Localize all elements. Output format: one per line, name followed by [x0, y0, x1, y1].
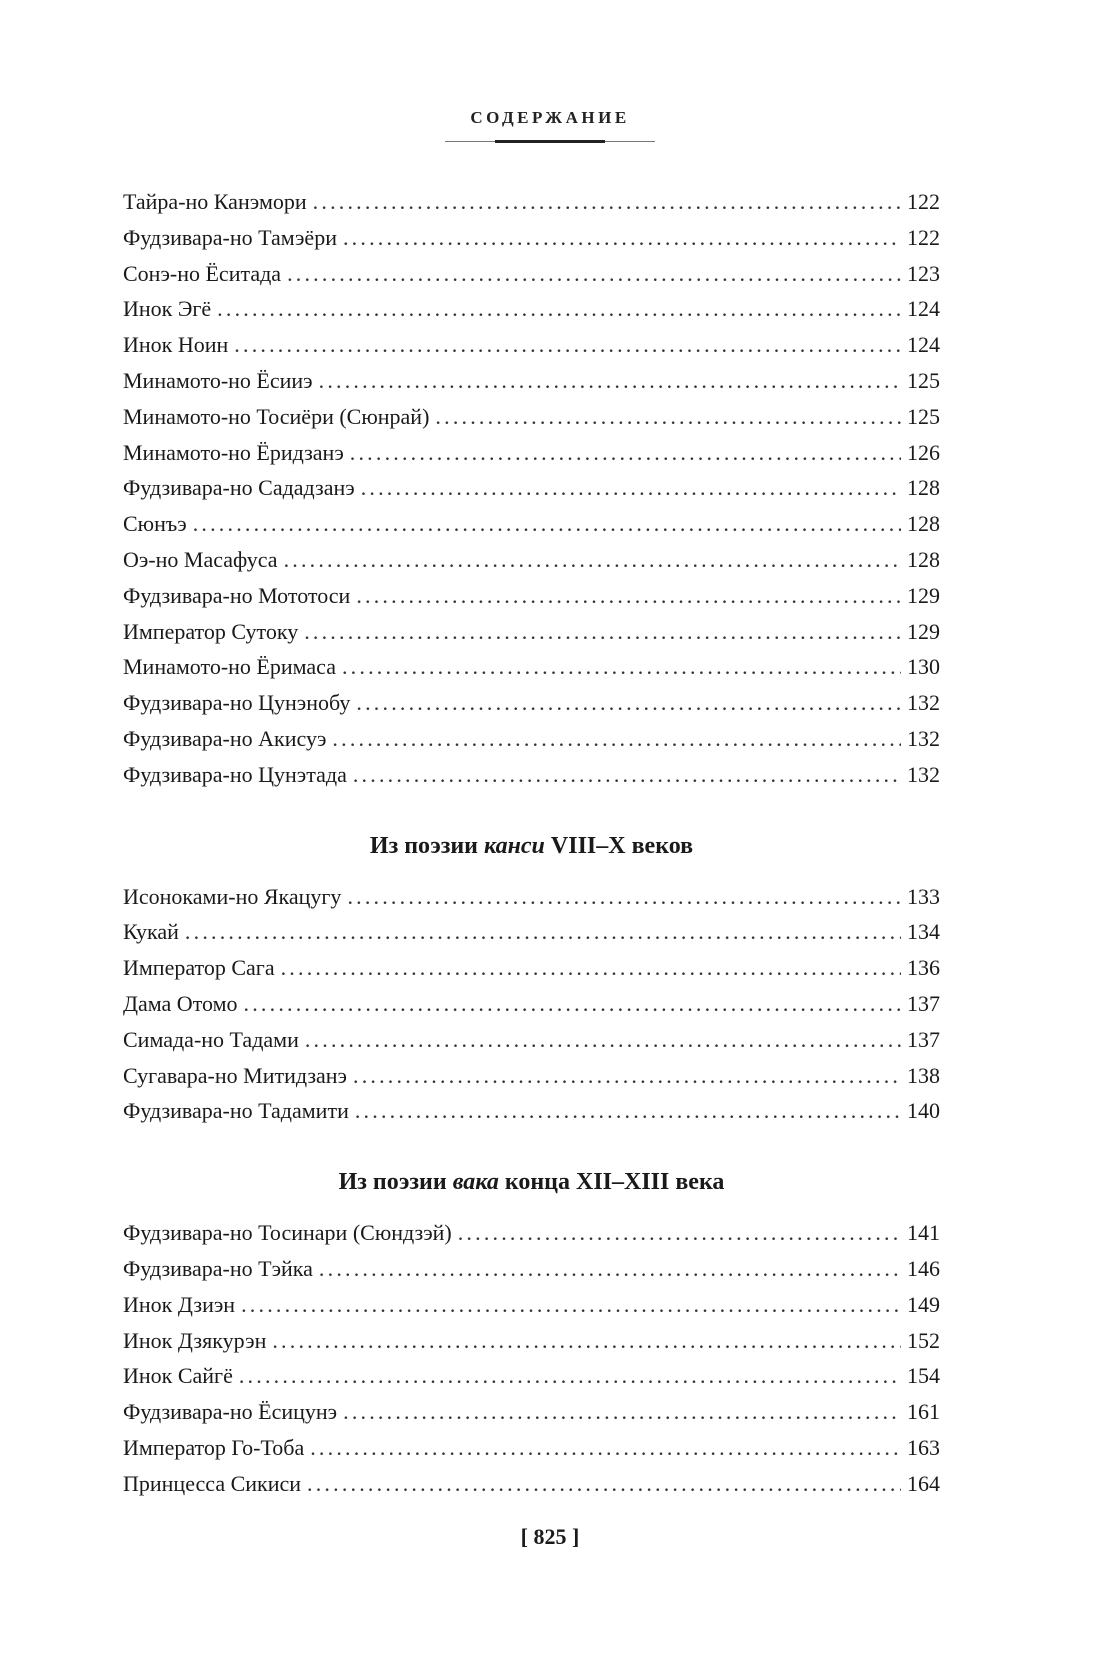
dot-leader: [305, 1022, 901, 1058]
toc-entry-page: 128: [907, 546, 940, 572]
dot-leader: [347, 879, 901, 915]
section-heading-genre: канси: [484, 832, 545, 859]
toc-entry-page: 133: [907, 883, 940, 909]
toc-entry-author: Инок Сайгё: [123, 1363, 233, 1389]
toc-entry-page: 123: [907, 260, 940, 286]
toc-entry: [123, 1394, 940, 1430]
toc-entry: [123, 649, 940, 685]
toc-entry-author: Император Го-Тоба: [123, 1434, 305, 1460]
toc-entry-page: 137: [907, 990, 940, 1016]
dot-leader: [313, 184, 901, 220]
toc-entry-author: Минамото-но Тосиёри (Сюнрай): [123, 403, 430, 429]
toc-entry: [123, 506, 940, 542]
toc-entry-page: 161: [907, 1399, 940, 1425]
toc-entry: [123, 220, 940, 256]
toc-entry: [123, 1323, 940, 1359]
toc-entry-page: 136: [907, 955, 940, 981]
toc-entry-author: Фудзивара-но Тамэёри: [123, 224, 337, 250]
toc-entry-page: 164: [907, 1470, 940, 1496]
toc-entry-page: 122: [907, 224, 940, 250]
dot-leader: [356, 578, 901, 614]
dot-leader: [234, 327, 901, 363]
dot-leader: [342, 649, 901, 685]
dot-leader: [185, 914, 901, 950]
toc-entry: [123, 1430, 940, 1466]
section-heading-prefix: Из поэзии: [369, 832, 485, 859]
dot-leader: [356, 685, 901, 721]
toc-entry: [123, 327, 940, 363]
toc-entry-page: 125: [907, 367, 940, 393]
toc-section: [123, 1215, 940, 1501]
toc-entry: [123, 685, 940, 721]
toc-entry: [123, 542, 940, 578]
section-heading: [123, 828, 940, 864]
toc-entry-author: Фудзивара-но Мототоси: [123, 582, 351, 608]
dot-leader: [355, 1093, 901, 1129]
toc-entry-author: Минамото-но Ёсииэ: [123, 367, 313, 393]
toc-entry-page: 128: [907, 511, 940, 537]
toc-entry-author: Инок Дзякурэн: [123, 1327, 267, 1353]
toc-entry-author: Фудзивара-но Цунэнобу: [123, 690, 351, 716]
toc-entry-author: Фудзивара-но Цунэтада: [123, 761, 347, 787]
section-heading-suffix: VIII–X веков: [544, 832, 694, 859]
dot-leader: [281, 950, 901, 986]
toc-entry-page: 134: [907, 919, 940, 945]
section-heading-genre: вака: [452, 1169, 499, 1196]
toc-entry-page: 122: [907, 189, 940, 214]
toc-entry-page: 130: [907, 654, 940, 680]
toc-section: [123, 184, 940, 793]
toc-entry: [123, 614, 940, 650]
toc-entry-page: 149: [907, 1291, 940, 1317]
toc-entry-author: Инок Дзиэн: [123, 1291, 236, 1317]
toc-entry-page: 152: [907, 1327, 940, 1353]
toc-entry-page: 125: [907, 403, 940, 429]
toc-entry: [123, 291, 940, 327]
toc-entry: [123, 1058, 940, 1094]
toc-entry-page: 132: [907, 761, 940, 787]
toc-entry: [123, 435, 940, 471]
toc-entry: [123, 950, 940, 986]
dot-leader: [361, 470, 901, 506]
dot-leader: [310, 1430, 901, 1466]
toc-entry: [123, 757, 940, 793]
dot-leader: [239, 1358, 901, 1394]
toc-entry: [123, 256, 940, 292]
toc-entry: [123, 1093, 940, 1129]
toc-entry-page: 154: [907, 1363, 940, 1389]
toc-entry-author: Кукай: [123, 919, 179, 945]
dot-leader: [284, 542, 901, 578]
dot-leader: [217, 291, 901, 327]
toc-entry-author: Фудзивара-но Тэйка: [123, 1255, 313, 1281]
dot-leader: [307, 1466, 901, 1502]
toc-entry-page: 124: [907, 332, 940, 358]
dot-leader: [353, 757, 901, 793]
toc-entry-author: Фудзивара-но Акисуэ: [123, 725, 327, 751]
section-heading-suffix: конца XII–XIII века: [498, 1169, 725, 1196]
toc-entry-author: Фудзивара-но Ёсицунэ: [123, 1399, 338, 1425]
section-heading: [123, 1164, 940, 1200]
toc-entry-author: Фудзивара-но Тадамити: [123, 1098, 349, 1124]
header-rule: [445, 141, 655, 142]
toc-entry-page: 146: [907, 1255, 940, 1281]
dot-leader: [244, 986, 901, 1022]
toc-entry-author: Сюнъэ: [123, 511, 187, 537]
table-of-contents: [123, 184, 940, 1502]
dot-leader: [241, 1287, 901, 1323]
running-header: [0, 108, 1100, 142]
toc-entry: [123, 1287, 940, 1323]
toc-entry-page: 137: [907, 1026, 940, 1052]
toc-entry: [123, 1251, 940, 1287]
toc-entry-author: Оэ-но Масафуса: [123, 546, 278, 572]
toc-entry: [123, 879, 940, 915]
toc-entry: [123, 986, 940, 1022]
dot-leader: [435, 399, 901, 435]
toc-entry-author: Симада-но Тадами: [123, 1026, 299, 1052]
dot-leader: [343, 1394, 901, 1430]
dot-leader: [343, 220, 901, 256]
toc-entry-author: Инок Эгё: [123, 296, 212, 322]
toc-entry-author: Инок Ноин: [123, 332, 229, 358]
toc-entry: [123, 184, 940, 220]
toc-entry-author: Принцесса Сикиси: [123, 1470, 302, 1496]
toc-entry-author: Император Сага: [123, 955, 275, 981]
toc-entry-page: 132: [907, 725, 940, 751]
toc-entry: [123, 914, 940, 950]
dot-leader: [332, 721, 901, 757]
running-title: СОДЕРЖАНИЕ: [470, 108, 630, 127]
dot-leader: [458, 1215, 901, 1251]
dot-leader: [319, 1251, 901, 1287]
toc-entry-author: Минамото-но Ёримаса: [123, 654, 336, 680]
dot-leader: [350, 435, 901, 471]
dot-leader: [319, 363, 901, 399]
toc-entry-author: Фудзивара-но Сададзанэ: [123, 475, 355, 501]
toc-entry-page: 132: [907, 690, 940, 716]
toc-entry: [123, 578, 940, 614]
toc-entry: [123, 1466, 940, 1502]
dot-leader: [193, 506, 901, 542]
toc-entry-author: Исоноками-но Якацугу: [123, 883, 342, 909]
toc-entry-page: 124: [907, 296, 940, 322]
toc-entry-page: 138: [907, 1062, 940, 1088]
toc-entry-page: 128: [907, 475, 940, 501]
toc-entry-author: Дама Отомо: [123, 990, 238, 1016]
dot-leader: [272, 1323, 901, 1359]
toc-entry: [123, 721, 940, 757]
toc-entry: [123, 470, 940, 506]
toc-entry-author: Император Сутоку: [123, 618, 299, 644]
toc-entry-author: Фудзивара-но Тосинари (Сюндзэй): [123, 1220, 452, 1246]
section-heading-prefix: Из поэзии: [338, 1169, 453, 1196]
toc-entry-author: Минамото-но Ёридзанэ: [123, 439, 344, 465]
toc-entry-author: Сонэ-но Ёситада: [123, 260, 282, 286]
toc-entry-page: 163: [907, 1434, 940, 1460]
toc-entry-page: 129: [907, 618, 940, 644]
toc-entry-page: 140: [907, 1098, 940, 1124]
toc-entry: [123, 1358, 940, 1394]
page-number: [ 825 ]: [520, 1524, 580, 1549]
toc-entry-page: 126: [907, 439, 940, 465]
dot-leader: [304, 614, 901, 650]
dot-leader: [353, 1058, 901, 1094]
dot-leader: [287, 256, 901, 292]
toc-entry: [123, 1022, 940, 1058]
toc-entry: [123, 1215, 940, 1251]
toc-entry-page: 129: [907, 582, 940, 608]
toc-entry-page: 141: [907, 1220, 940, 1246]
toc-entry: [123, 363, 940, 399]
toc-entry-author: Сугавара-но Митидзанэ: [123, 1062, 347, 1088]
toc-entry-author: Тайра-но Канэмори: [123, 189, 307, 214]
toc-section: [123, 879, 940, 1130]
toc-entry: [123, 399, 940, 435]
